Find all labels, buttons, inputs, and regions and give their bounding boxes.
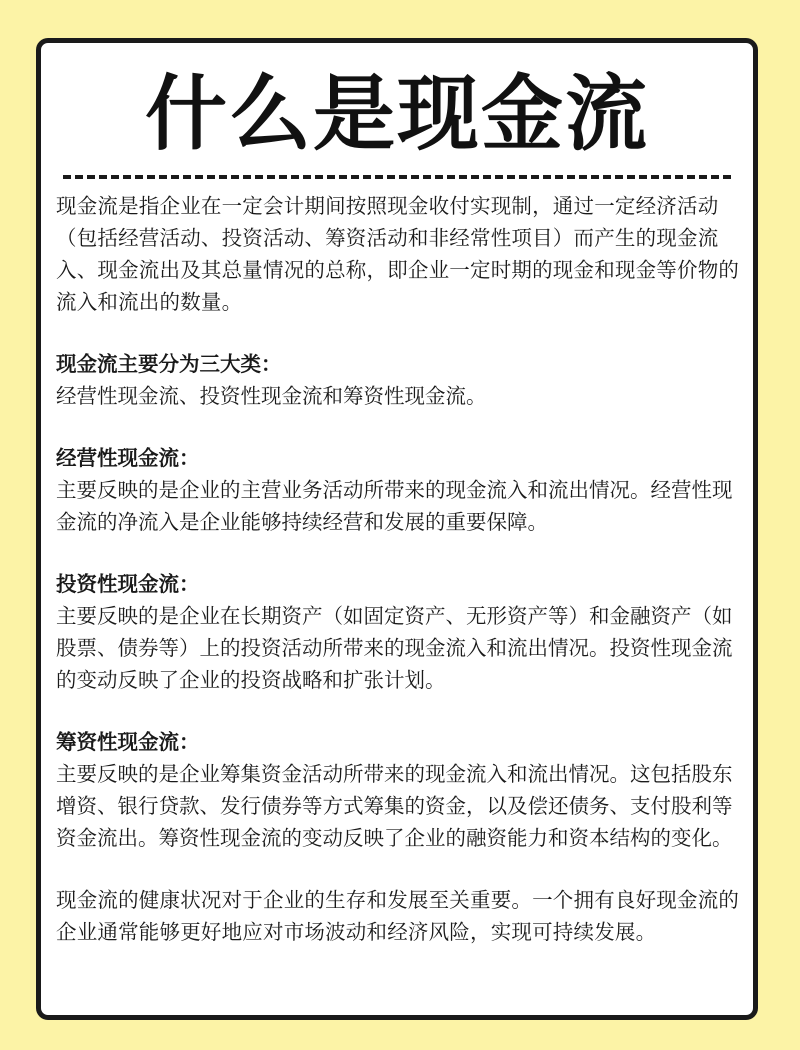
section-financing-cash-flow (56, 726, 747, 854)
section-heading: 现金流主要分为三大类： (56, 352, 282, 376)
section-body: 主要反映的是企业在长期资产（如固定资产、无形资产等）和金融资产（如股票、债券等）上的投资活动所带来的现金流入和流出情况。投资性现金流的变动反映了企业的投资战略和扩张计划。 (56, 604, 733, 692)
section-heading: 筹资性现金流： (56, 730, 200, 754)
section-heading: 经营性现金流： (56, 446, 200, 470)
section-body: 主要反映的是企业的主营业务活动所带来的现金流入和流出情况。经营性现金流的净流入是企业能够持续经营和发展的重要保障。 (56, 478, 733, 534)
article-body (56, 190, 747, 978)
section-heading: 投资性现金流： (56, 572, 200, 596)
page-title: 什么是现金流 (144, 67, 649, 162)
section-body: 经营性现金流、投资性现金流和筹资性现金流。 (56, 384, 487, 408)
section-body: 主要反映的是企业筹集资金活动所带来的现金流入和流出情况。这包括股东增资、银行贷款、发行债券等方式筹集的资金，以及偿还债务、支付股利等资金流出。筹资性现金流的变动反映了企业的融资能力和资本结构的变化。 (56, 762, 733, 850)
dashed-divider (63, 175, 731, 179)
intro-paragraph: 现金流是指企业在一定会计期间按照现金收付实现制，通过一定经济活动（包括经营活动、投资活动、筹资活动和非经常性项目）而产生的现金流入、现金流出及其总量情况的总称，即企业一定时期的现金和现金等价物的流入和流出的数量。 (56, 194, 740, 314)
section-operating-cash-flow (56, 442, 747, 538)
section-investing-cash-flow (56, 568, 747, 696)
conclusion-paragraph: 现金流的健康状况对于企业的生存和发展至关重要。一个拥有良好现金流的企业通常能够更好地应对市场波动和经济风险，实现可持续发展。 (56, 888, 740, 944)
content-card (36, 38, 758, 1020)
section-categories (56, 348, 747, 412)
